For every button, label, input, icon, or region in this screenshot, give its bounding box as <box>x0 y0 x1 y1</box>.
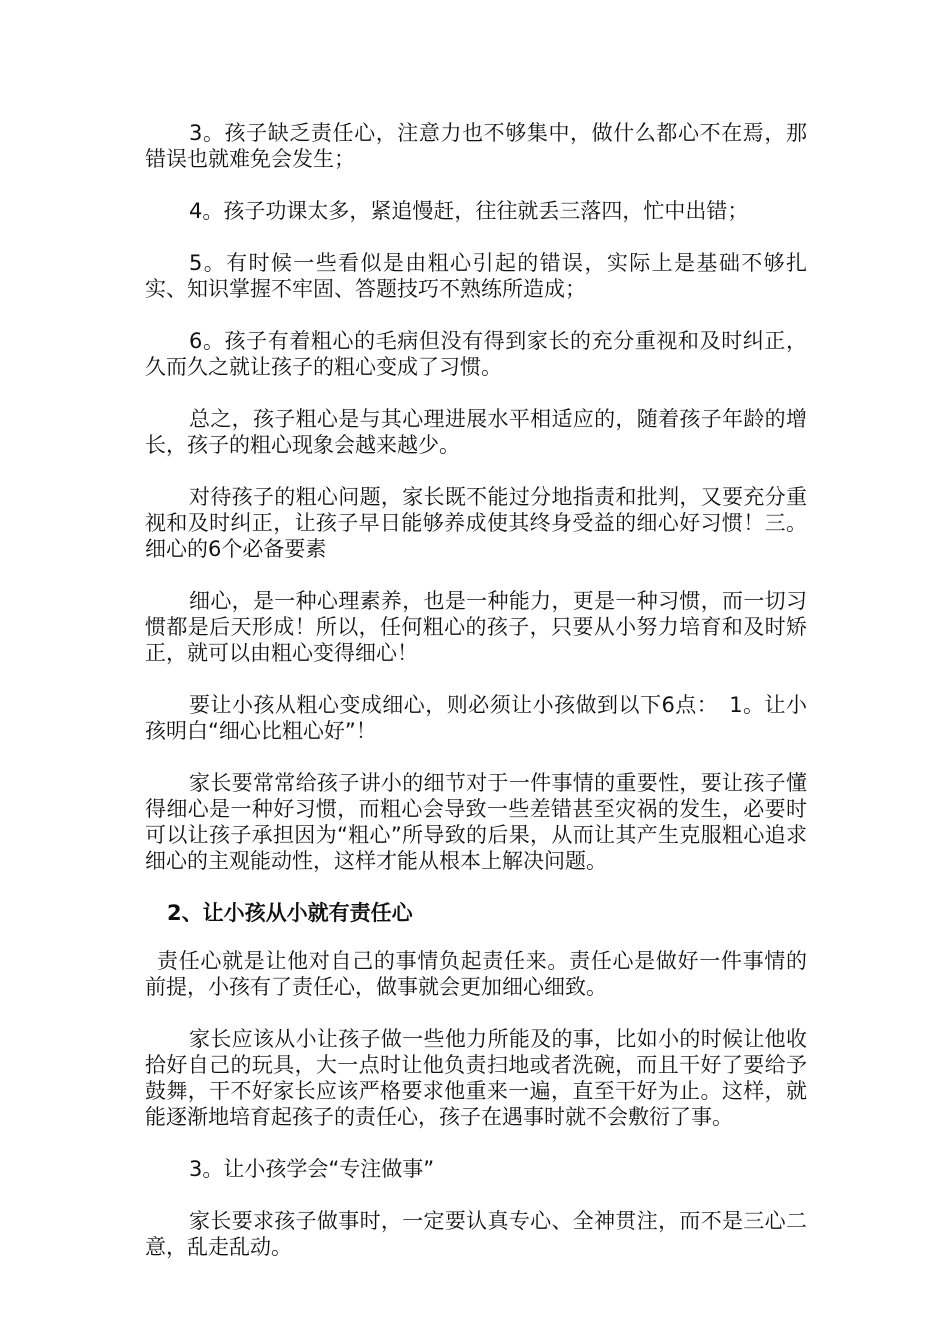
paragraph-six-points: 要让小孩从粗心变成细心，则必须让小孩做到以下6点： 1。让小孩明白“细心比粗心好”！ <box>145 693 807 743</box>
paragraph-details-importance: 家长要常常给孩子讲小的细节对于一件事情的重要性，要让孩子懂得细心是一种好习惯，而粗心会导致一些差错甚至灾祸的发生，必要时可以让孩子承担因为“粗心”所导致的后果，从而让其产生克服粗心追求细心的主观能动性，这样才能从根本上解决问题。 <box>145 771 807 873</box>
paragraph-cause-4: 4。孩子功课太多，紧追慢赶，往往就丢三落四，忙中出错； <box>189 199 749 223</box>
paragraph-cause-5: 5。有时候一些看似是由粗心引起的错误，实际上是基础不够扎实、知识掌握不牢固、答题技巧不熟练所造成； <box>145 251 807 301</box>
paragraph-cause-3: 3。孩子缺乏责任心，注意力也不够集中，做什么都心不在焉，那错误也就难免会发生； <box>145 121 807 171</box>
paragraph-focus: 家长要求孩子做事时，一定要认真专心、全神贯注，而不是三心二意，乱走乱动。 <box>145 1209 807 1259</box>
paragraph-carefulness: 细心，是一种心理素养，也是一种能力，更是一种习惯，而一切习惯都是后天形成！所以，任何粗心的孩子，只要从小努力培育和及时矫正，就可以由粗心变得细心！ <box>145 589 807 665</box>
paragraph-handling: 对待孩子的粗心问题，家长既不能过分地指责和批判，又要充分重视和及时纠正，让孩子早日能够养成使其终身受益的细心好习惯！三。细心的6个必备要素 <box>145 485 807 561</box>
paragraph-responsibility-practice: 家长应该从小让孩子做一些他力所能及的事，比如小的时候让他收拾好自己的玩具，大一点时让他负责扫地或者洗碗，而且干好了要给予鼓舞，干不好家长应该严格要求他重来一遍，直至干好为止。这样，就能逐渐地培育起孩子的责任心，孩子在遇事时就不会敷衍了事。 <box>145 1027 807 1129</box>
paragraph-cause-6: 6。孩子有着粗心的毛病但没有得到家长的充分重视和及时纠正，久而久之就让孩子的粗心变成了习惯。 <box>145 329 807 379</box>
document-body <box>145 120 807 1286</box>
paragraph-responsibility-definition: 责任心就是让他对自己的事情负起责任来。责任心是做好一件事情的前提，小孩有了责任心，做事就会更加细心细致。 <box>145 949 807 999</box>
section-heading-responsibility: 2、让小孩从小就有责任心 <box>167 901 413 925</box>
paragraph-point-3-title: 3。让小孩学会“专注做事” <box>189 1157 435 1181</box>
paragraph-summary: 总之，孩子粗心是与其心理进展水平相适应的，随着孩子年龄的增长，孩子的粗心现象会越来越少。 <box>145 407 807 457</box>
